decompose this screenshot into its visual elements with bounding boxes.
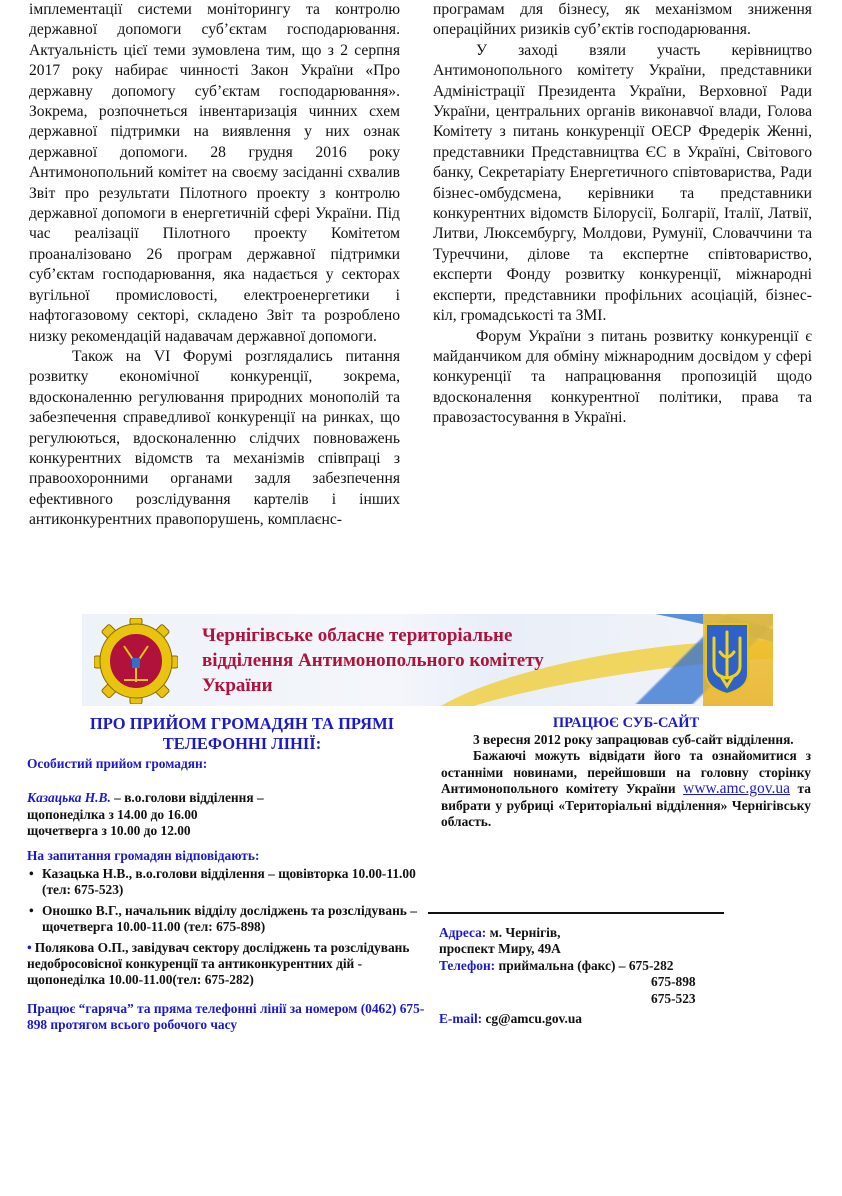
subsite-paragraph	[441, 748, 811, 830]
personal-reception-label: Особистий прийом громадян:	[27, 756, 208, 771]
phone-extra: 675-523	[651, 990, 696, 1006]
article-paragraph: програмам для бізнесу, як механізмом зниження операційних ризиків суб’єктів господарювання.	[433, 1, 812, 39]
banner-title	[202, 623, 582, 698]
amc-website-link[interactable]: www.amc.gov.ua	[683, 780, 791, 798]
subsite-text: Бажаючі можуть відвідати його та ознайомитися з останніми новинами, перейшовши на головну сторінку Антимонопольного комітету України	[441, 748, 811, 797]
hotline-text: Працює “гаряча” та пряма телефонні лінії за номером (0462) 675-898 протягом всього робочого часу	[27, 1000, 425, 1033]
subsite-section	[441, 714, 811, 830]
article-paragraph: імплементації системи моніторингу та контролю державної допомоги суб’єктам господарювання. Актуальність цієї теми зумовлена тим, що з 2 серпня 2017 року набирає чинності Закон України «Про державну допомогу суб’єктам господарювання». Зокрема, розпочнеться інвентаризація чинних схем державної підтримки на виявлення у них ознак державної допомоги. 28 грудня 2016 року Антимонопольний комітет на своєму засіданні схвалив Звіт про результати Пілотного проекту з контролю державної допомоги в енергетичній сфері України. Під час реалізації Пілотного проекту Комітетом проаналізовано 26 програм державної підтримки суб’єктам господарювання, яка надається у секторах вугільної промисловості, електроенергетики і нафтогазовому секторі, складено Звіт та розроблено низку рекомендацій надавачам державної допомоги.	[29, 1, 400, 345]
list-item	[27, 903, 437, 936]
reception-heading	[47, 714, 437, 754]
head-reception-line	[27, 790, 437, 806]
trident-coat-of-arms-icon	[704, 622, 750, 696]
subsite-text: та вибрати у рубриці «Територіальні відділення» Чернігівську область.	[441, 781, 811, 830]
schedule-line: щочетверга з 10.00 до 12.00	[27, 823, 191, 839]
article-paragraph: Форум України з питань розвитку конкуренції є майданчиком для обміну міжнародним досвідом у сфері конкуренції та напрацювання пропозицій щодо вдосконалення конкурентної політики, права та правозастосування в Україні.	[433, 327, 812, 427]
address-value: м. Чернігів,	[486, 925, 561, 940]
schedule-line: щопонеділка з 14.00 до 16.00	[27, 806, 198, 822]
reception-section	[27, 714, 437, 1034]
subsite-paragraph: 3 вересня 2012 року запрацював суб-сайт відділення.	[473, 732, 794, 747]
phone-value: приймальна (факс) – 675-282	[495, 957, 674, 973]
reception-heading-line: ТЕЛЕФОННІ ЛІНІЇ:	[162, 734, 322, 753]
answers-list	[27, 866, 437, 989]
head-role: – в.о.голови відділення –	[110, 790, 264, 806]
subsite-heading: ПРАЦЮЄ СУБ-САЙТ	[552, 715, 700, 731]
bullet-icon: •	[29, 866, 34, 882]
article-right-column	[433, 0, 812, 429]
address-label: Адреса:	[439, 925, 487, 940]
article-left-column	[29, 0, 400, 531]
phone-row	[439, 958, 739, 974]
article-paragraph: Також на VI Форумі розглядались питання розвитку економічної конкуренції, зокрема, вдосконаленню регулювання природних монополій та забезпечення справедливої конкуренції на ринках, що регулюються, вдосконаленню слідчих повноважень конкурентних відомств та механізмів співпраці з правоохоронними органами задля забезпечення ефективного розслідування картелів і інших антиконкурентних правопорушень, комплаєнс-	[29, 347, 400, 529]
phone-extra: 675-898	[651, 974, 696, 990]
email-label: E-mail:	[439, 1011, 483, 1027]
answers-label: На запитання громадян відповідають:	[27, 847, 260, 863]
article-paragraph: У заході взяли участь керівництво Антимонопольного комітету України, представники Адміністрації Президента України, Верховної Ради України, центральних органів виконавчої влади, Голова Комітету з питань конкуренції ОЕСР Фредерік Женні, представники Представництва ЄС в Україні, Світового банку, Секретаріату Енергетичного співтовариства, Ради бізнес-омбудсмена, керівники та представники конкурентних відомств Білорусії, Болгарії, Італії, Латвії, Литви, Люксембургу, Молдови, Румунії, Словаччини та Туреччини, ділове та експертне співтовариство, експерти Фонду розвитку конкуренції, міжнародні експерти, представники профільних асоціацій, бізнес-кіл, громадськості та ЗМІ.	[433, 41, 812, 325]
contacts-section	[439, 925, 739, 1027]
department-banner	[82, 614, 773, 706]
divider-line	[428, 912, 724, 914]
address-row	[439, 925, 739, 941]
email-value[interactable]: cg@amcu.gov.ua	[482, 1011, 583, 1027]
list-item	[27, 940, 437, 989]
amcu-emblem-icon	[94, 618, 178, 704]
head-name: Казацька Н.В.	[27, 790, 111, 806]
bullet-icon: •	[29, 902, 34, 918]
phone-label: Телефон:	[439, 957, 496, 973]
answer-text: Полякова О.П., завідувач сектору досліджень та розслідувань недобросовісної конкуренції та антиконкурентних дій - щопонеділка 10.00-11.00(тел: 675-282)	[27, 939, 410, 988]
list-item	[27, 866, 437, 899]
email-row	[439, 1011, 739, 1027]
banner-title-line: відділення Антимонопольного комітету	[202, 650, 544, 671]
address-line-2: проспект Миру, 49А	[439, 941, 561, 957]
answer-text: Оношко В.Г., начальник відділу досліджень та розслідувань – щочетверга 10.00-11.00 (тел: 675-898)	[42, 902, 417, 935]
banner-title-line: України	[202, 675, 273, 696]
banner-title-line: Чернігівське обласне територіальне	[202, 625, 513, 646]
answer-text: Казацька Н.В., в.о.голови відділення – щовівторка 10.00-11.00 (тел: 675-523)	[42, 866, 416, 898]
bullet-icon: •	[27, 939, 32, 955]
reception-heading-line: ПРО ПРИЙОМ ГРОМАДЯН ТА ПРЯМІ	[89, 714, 395, 733]
